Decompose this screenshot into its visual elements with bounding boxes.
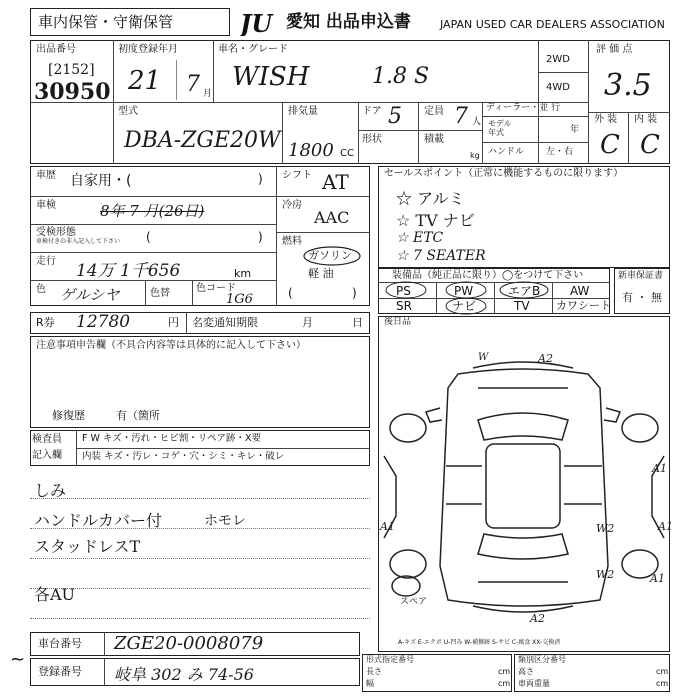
registration-label: 登録番号 <box>38 665 82 678</box>
color-value: ゲルシヤ <box>60 286 120 304</box>
exterior-label: 外 装 <box>594 114 618 125</box>
footer-right-label1: 類別区分番号 <box>518 655 566 664</box>
first-registration-year: 21 <box>128 66 162 96</box>
equipment-label: 装備品（純正品に限り）◯をつけて下さい <box>392 270 584 281</box>
inspection-value: 8年 7 月(26日) <box>100 202 205 220</box>
handle-label: ハンドル <box>488 147 525 157</box>
fuel-circle-mark <box>302 245 362 267</box>
interior-grade: C <box>640 130 660 160</box>
model-year-label: モデル 年式 <box>488 119 512 137</box>
shift-label: シフト <box>282 170 312 181</box>
remark-2: ハンドルカバー付 <box>34 511 163 530</box>
sales-point-2: ☆ TV ナビ <box>396 211 475 230</box>
equipment-circles <box>378 281 610 315</box>
color-code-value: 1G6 <box>226 292 253 307</box>
brand-title: 愛知 出品申込書 <box>286 12 411 32</box>
warranty-label: 新車保証書 <box>618 271 664 281</box>
diagram-right-w2-2: W2 <box>596 568 615 581</box>
drive-4wd: 4WD <box>546 82 570 93</box>
inspector-row-2: 内装 キズ・汚レ・コゲ・穴・シミ・キレ・破レ <box>82 451 285 462</box>
model-name-value: WISH <box>232 62 310 92</box>
equip-leather-seat: カワシート <box>556 299 611 312</box>
diagram-right-w2-1: W2 <box>596 522 615 535</box>
sales-point-4: ☆ 7 SEATER <box>396 248 486 264</box>
color-label: 色 <box>36 284 46 295</box>
seats-unit: 人 <box>472 117 482 127</box>
history-close: ) <box>258 172 263 186</box>
repair-label: 修復歴 <box>52 409 85 422</box>
sales-point-3: ☆ ETC <box>396 230 444 246</box>
load-unit: kg <box>470 151 480 160</box>
fuel-paren-open: ( <box>288 286 293 300</box>
notice-month: 月 <box>302 316 313 329</box>
footer-left-label2: 長さ <box>366 667 382 676</box>
month-unit: 月 <box>203 89 213 99</box>
receipt-close: ) <box>258 230 263 244</box>
equip-tv: TV <box>514 299 530 313</box>
ju-logo-mark <box>240 10 286 36</box>
model-grade-value: 1.8 S <box>372 64 430 89</box>
diagram-left-a1: A1 <box>380 520 395 533</box>
drive-2wd: 2WD <box>546 54 570 65</box>
ac-label: 冷房 <box>282 200 302 211</box>
exterior-grade: C <box>600 130 620 160</box>
notes-header: 注意事項申告欄（不具合内容等は具体的に記入して下さい） <box>36 340 306 351</box>
fuel-label: 燃料 <box>282 236 302 247</box>
association-name: JAPAN USED CAR DEALERS ASSOCIATION <box>440 18 665 31</box>
first-registration-month: 7 <box>186 72 200 97</box>
remark-1: しみ <box>34 481 67 500</box>
diagram-legend: A-キズ E-エクボ U-凹み W-補修跡 S-サビ C-腐食 XX-交換済 <box>398 639 561 646</box>
remark-3: スタッドレスT <box>34 537 141 556</box>
footer-left-unit: cm <box>498 667 511 676</box>
displacement-label: 排気量 <box>288 106 318 117</box>
inspector-label-1: 検査員 <box>32 434 62 445</box>
history-value: 自家用・( <box>70 173 132 189</box>
receipt-open: ( <box>146 230 151 244</box>
grade-score-label: 評 価 点 <box>596 44 633 55</box>
color-code-label: 色コード <box>196 283 236 294</box>
diagram-right-a1-2: A1 <box>658 520 673 533</box>
equip-aw: AW <box>570 284 590 298</box>
ac-value: AAC <box>314 208 350 227</box>
remark-right: ホモレ <box>204 513 246 529</box>
color-change-label: 色替 <box>150 288 170 299</box>
storage-label: 車内保管・守衛保管 <box>38 13 174 31</box>
warranty-value: 有 ・ 無 <box>622 291 662 304</box>
doors-label: ドア <box>362 106 382 117</box>
mileage-label: 走行 <box>36 256 56 267</box>
interior-label: 内 装 <box>634 114 658 125</box>
receipt-form-label: 受検形態 <box>36 227 76 238</box>
diagram-spare: スペア <box>400 597 428 607</box>
load-label: 積載 <box>424 134 444 145</box>
doors-value: 5 <box>388 104 402 129</box>
displacement-unit: CC <box>340 148 354 159</box>
recycle-unit: 円 <box>168 316 179 329</box>
equip-sr: SR <box>396 299 412 313</box>
repair-value: 有（箇所 <box>116 409 160 422</box>
model-name-label: 車名・グレード <box>218 44 288 55</box>
footer-left-label1: 形式指定番号 <box>366 655 414 664</box>
lot-number: 30950 <box>34 79 111 105</box>
model-code-label: 型式 <box>118 106 138 117</box>
model-code-value: DBA-ZGE20W <box>124 128 281 153</box>
diagram-top-a2: A2 <box>538 352 553 365</box>
inspection-label: 車検 <box>36 200 56 211</box>
notice-label: 名変通知期限 <box>192 316 258 329</box>
inspector-label-2: 記入欄 <box>32 450 62 461</box>
history-label: 車歴 <box>36 170 56 181</box>
lot-bracket-number: [2152] <box>48 62 95 78</box>
shape-label: 形状 <box>362 134 382 145</box>
notice-day: 日 <box>352 316 363 329</box>
fuel-diesel: 軽 油 <box>308 267 334 280</box>
diagram-bottom-a2: A2 <box>530 612 545 625</box>
mileage-value: 14万 1千656 <box>76 261 181 281</box>
diagram-right-a1-1: A1 <box>652 462 667 475</box>
sales-point-1: ☆ アルミ <box>396 189 465 208</box>
seats-label: 定員 <box>424 106 444 117</box>
dealer-label: ディーラー・並 行 <box>486 103 561 113</box>
first-registration-label: 初度登録年月 <box>118 44 178 55</box>
handle-options: 左・右 <box>546 147 574 157</box>
footer-right-label3: 車両重量 <box>518 679 550 688</box>
receipt-form-sublabel: 車検付きの非入記入して下さい <box>36 238 121 245</box>
equip-airbag: エアB <box>508 284 541 298</box>
footer-left-unit2: cm <box>498 679 511 688</box>
chassis-label: 車台番号 <box>38 637 82 650</box>
footer-right-unit: cm <box>656 667 669 676</box>
equip-ps: PS <box>396 284 411 298</box>
sales-points-label: セールスポイント（正常に機能するものに限ります） <box>384 168 624 179</box>
fuel-gasoline: ガソリン <box>308 249 352 262</box>
footer-right-label2: 高さ <box>518 667 534 676</box>
mileage-unit: km <box>234 267 252 280</box>
equip-pw: PW <box>454 284 474 298</box>
inspector-row-1: F W キズ・汚れ・ヒビ割・リペア跡・X要 <box>82 433 262 444</box>
side-mark: ~ <box>10 649 26 670</box>
seats-value: 7 <box>454 104 468 129</box>
grade-score-value: 3.5 <box>604 68 652 103</box>
shift-value: AT <box>322 170 349 194</box>
footer-right-unit2: cm <box>656 679 669 688</box>
lot-label: 出品番号 <box>36 44 76 55</box>
recycle-label: R券 <box>36 316 55 329</box>
svg-text:JU: JU <box>240 10 273 36</box>
rear-label: 後日品 <box>384 317 412 327</box>
recycle-value: 12780 <box>76 312 131 332</box>
fuel-paren-close: ) <box>352 286 357 300</box>
footer-left-label3: 幅 <box>366 679 374 688</box>
ju-logo <box>240 10 286 36</box>
equip-navi: ナビ <box>452 299 477 313</box>
remark-4: 各AU <box>34 585 76 604</box>
chassis-value: ZGE20-0008079 <box>114 633 264 654</box>
diagram-right-a1-3: A1 <box>650 572 665 585</box>
model-year-unit: 年 <box>570 125 580 135</box>
displacement-value: 1800 <box>288 140 334 161</box>
registration-value: 岐阜 302 み 74-56 <box>114 665 254 684</box>
diagram-top-w: W <box>478 352 489 363</box>
